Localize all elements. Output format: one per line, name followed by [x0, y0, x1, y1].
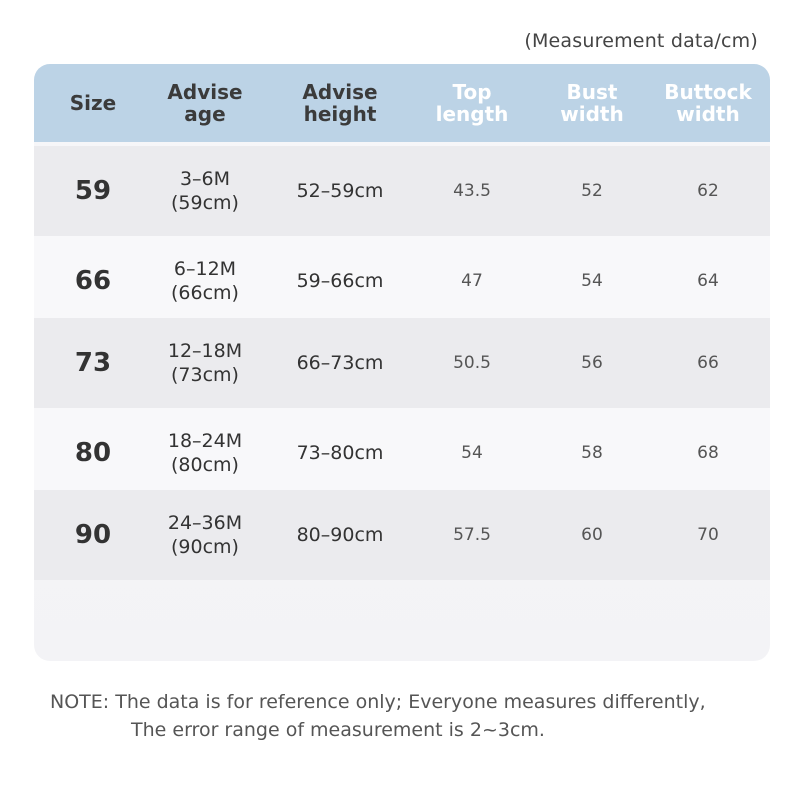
advise-height-value: 73–80cm: [296, 442, 384, 464]
header-top-line2: length: [435, 102, 509, 126]
buttock-width-value: 68: [697, 443, 719, 463]
buttock-width-value: 64: [697, 271, 719, 291]
age-cm: (73cm): [171, 364, 239, 386]
bust-width-value: 60: [581, 525, 603, 545]
header-top-length: [422, 64, 522, 142]
header-size-label: Size: [69, 91, 117, 115]
header-top-line1: Top: [452, 80, 492, 104]
age-range: 6–12M: [173, 258, 237, 280]
header-buttock-line1: Buttock: [664, 80, 752, 104]
note-line-2: The error range of measurement is 2~3cm.: [131, 719, 545, 741]
note-line-1: NOTE: The data is for reference only; Everyone measures differently,: [50, 691, 706, 713]
header-height-line2: height: [303, 102, 377, 126]
header-bust-width: [534, 64, 650, 142]
header-advise-height: [258, 64, 422, 142]
buttock-width-value: 62: [697, 181, 719, 201]
advise-height-value: 66–73cm: [296, 352, 384, 374]
size-value: 80: [74, 438, 112, 468]
advise-height-value: 80–90cm: [296, 524, 384, 546]
top-length-value: 43.5: [453, 181, 491, 201]
bust-width-value: 56: [581, 353, 603, 373]
age-cm: (59cm): [171, 192, 239, 214]
table-row: [34, 408, 770, 498]
age-range: 24–36M: [167, 512, 243, 534]
age-range: 3–6M: [179, 168, 231, 190]
size-value: 73: [74, 348, 112, 378]
size-value: 66: [74, 266, 112, 296]
table-header-row: [34, 64, 770, 142]
header-buttock-width: [650, 64, 766, 142]
advise-age-value: [152, 146, 258, 236]
buttock-width-value: 70: [697, 525, 719, 545]
bust-width-value: 54: [581, 271, 603, 291]
header-size: [34, 64, 152, 142]
header-buttock-line2: width: [676, 102, 740, 126]
advise-age-value: [152, 318, 258, 408]
header-age-line2: age: [184, 102, 226, 126]
advise-age-value: [152, 490, 258, 580]
age-range: 18–24M: [167, 430, 243, 452]
advise-age-value: [152, 408, 258, 498]
advise-age-value: [152, 236, 258, 326]
footer-note: [50, 688, 706, 744]
advise-height-value: 59–66cm: [296, 270, 384, 292]
table-row: [34, 236, 770, 326]
size-value: 59: [74, 176, 112, 206]
table-row: [34, 490, 770, 580]
header-advise-age: [152, 64, 258, 142]
age-cm: (80cm): [171, 454, 239, 476]
unit-note: (Measurement data/cm): [524, 30, 758, 52]
buttock-width-value: 66: [697, 353, 719, 373]
header-age-line1: Advise: [167, 80, 243, 104]
age-range: 12–18M: [167, 340, 243, 362]
top-length-value: 47: [461, 271, 483, 291]
bust-width-value: 52: [581, 181, 603, 201]
size-chart-table: [34, 64, 770, 661]
advise-height-value: 52–59cm: [296, 180, 384, 202]
top-length-value: 50.5: [453, 353, 491, 373]
header-bust-line2: width: [560, 102, 624, 126]
bust-width-value: 58: [581, 443, 603, 463]
age-cm: (90cm): [171, 536, 239, 558]
header-bust-line1: Bust: [566, 80, 618, 104]
header-height-line1: Advise: [302, 80, 378, 104]
top-length-value: 57.5: [453, 525, 491, 545]
table-row: [34, 318, 770, 408]
top-length-value: 54: [461, 443, 483, 463]
table-row: [34, 146, 770, 236]
size-value: 90: [74, 520, 112, 550]
age-cm: (66cm): [171, 282, 239, 304]
